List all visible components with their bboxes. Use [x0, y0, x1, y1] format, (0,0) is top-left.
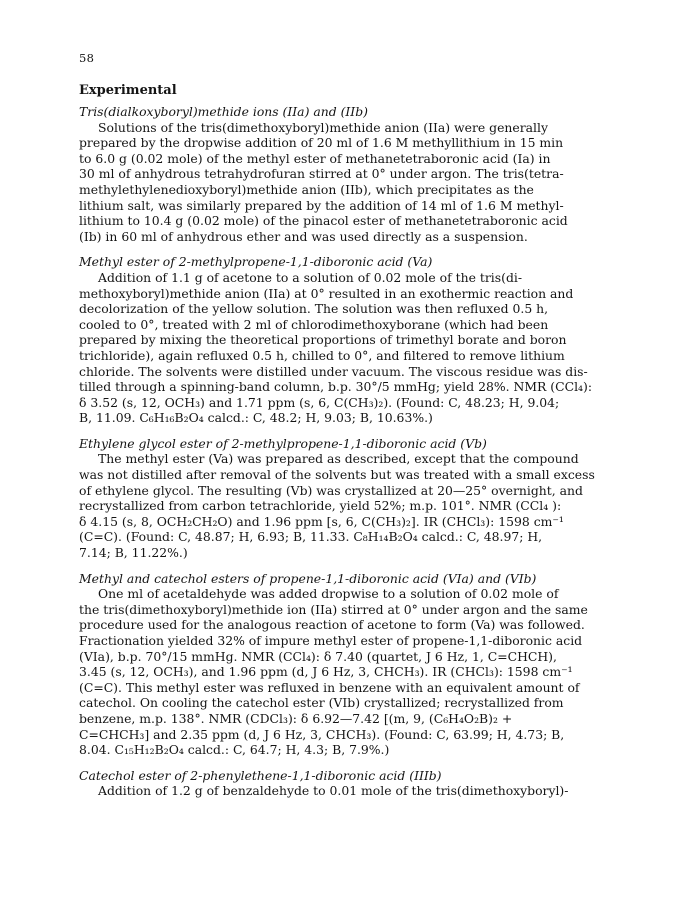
text-line: catechol. On cooling the catechol ester (VIb) crystallized; recrystallized from — [79, 695, 564, 711]
subsection-heading: Methyl ester of 2-methylpropene-1,1-diboronic acid (Va) — [79, 254, 433, 270]
text-line: C=CHCH₃] and 2.35 ppm (d, J 6 Hz, 3, CHCH₃). (Found: C, 63.99; H, 4.73; B, — [79, 726, 565, 742]
body-text — [79, 104, 619, 809]
text-line: B, 11.09. C₆H₁₆B₂O₄ calcd.: C, 48.2; H, 9.03; B, 10.63%.) — [79, 410, 433, 426]
subsection — [79, 104, 619, 244]
text-line: chloride. The solvents were distilled under vacuum. The viscous residue was dis- — [79, 363, 588, 379]
subsection — [79, 254, 619, 426]
text-line: Addition of 1.1 g of acetone to a solution of 0.02 mole of the tris(di- — [98, 269, 523, 285]
subsection-heading: Ethylene glycol ester of 2-methylpropene-1,1-diboronic acid (Vb) — [79, 435, 487, 451]
text-line: (C=C). (Found: C, 48.87; H, 6.93; B, 11.33. C₈H₁₄B₂O₄ calcd.: C, 48.97; H, — [79, 529, 543, 545]
text-line: recrystallized from carbon tetrachloride, yield 52%; m.p. 101°. NMR (CCl₄ ): — [79, 498, 562, 514]
text-line: δ 3.52 (s, 12, OCH₃) and 1.71 ppm (s, 6, C(CH₃)₂). (Found: C, 48.23; H, 9.04; — [79, 394, 560, 410]
text-line: 30 ml of anhydrous tetrahydrofuran stirred at 0° under argon. The tris(tetra- — [79, 166, 564, 182]
text-line: trichloride), again refluxed 0.5 h, chilled to 0°, and filtered to remove lithium — [79, 347, 565, 363]
text-line: Addition of 1.2 g of benzaldehyde to 0.01 mole of the tris(dimethoxyboryl)- — [98, 783, 569, 799]
text-line: δ 4.15 (s, 8, OCH₂CH₂O) and 1.96 ppm [s, 6, C(CH₃)₂]. IR (CHCl₃): 1598 cm⁻¹ — [79, 513, 564, 529]
subsection-heading: Catechol ester of 2-phenylethene-1,1-diboronic acid (IIIb) — [79, 767, 442, 783]
page-number: 58 — [79, 51, 95, 65]
text-line: Solutions of the tris(dimethoxyboryl)methide anion (IIa) were generally — [98, 119, 548, 135]
text-line: 8.04. C₁₅H₁₂B₂O₄ calcd.: C, 64.7; H, 4.3; B, 7.9%.) — [79, 742, 390, 758]
text-line: to 6.0 g (0.02 mole) of the methyl ester of methanetetraboronic acid (Ia) in — [79, 150, 551, 166]
text-line: lithium to 10.4 g (0.02 mole) of the pinacol ester of methanetetraboronic acid — [79, 213, 568, 229]
text-line: One ml of acetaldehyde was added dropwise to a solution of 0.02 mole of — [98, 586, 559, 602]
text-line: (VIa), b.p. 70°/15 mmHg. NMR (CCl₄): δ 7.40 (quartet, J 6 Hz, 1, C=CHCH), — [79, 648, 557, 664]
subsection — [79, 768, 619, 799]
text-line: The methyl ester (Va) was prepared as described, except that the compound — [98, 451, 579, 467]
text-line: was not distilled after removal of the solvents but was treated with a small excess — [79, 467, 595, 483]
text-line: methylethylenedioxyboryl)methide anion (IIb), which precipitates as the — [79, 181, 534, 197]
text-line: the tris(dimethoxyboryl)methide ion (IIa) stirred at 0° under argon and the same — [79, 601, 588, 617]
text-line: prepared by mixing the theoretical proportions of trimethyl borate and boron — [79, 332, 567, 348]
text-line: (C=C). This methyl ester was refluxed in benzene with an equivalent amount of — [79, 679, 580, 695]
text-line: prepared by the dropwise addition of 20 ml of 1.6 M methyllithium in 15 min — [79, 135, 564, 151]
text-line: of ethylene glycol. The resulting (Vb) was crystallized at 20—25° overnight, and — [79, 482, 583, 498]
text-line: (Ib) in 60 ml of anhydrous ether and was used directly as a suspension. — [79, 228, 528, 244]
subsection — [79, 436, 619, 561]
subsection-heading: Tris(dialkoxyboryl)methide ions (IIa) and (IIb) — [79, 104, 368, 119]
text-line: 7.14; B, 11.22%.) — [79, 545, 188, 561]
subsection — [79, 571, 619, 758]
text-line: cooled to 0°, treated with 2 ml of chlorodimethoxyborane (which had been — [79, 316, 549, 332]
text-line: decolorization of the yellow solution. The solution was then refluxed 0.5 h, — [79, 301, 549, 317]
text-line: 3.45 (s, 12, OCH₃), and 1.96 ppm (d, J 6 Hz, 3, CHCH₃). IR (CHCl₃): 1598 cm⁻¹ — [79, 664, 573, 680]
subsection-heading: Methyl and catechol esters of propene-1,1-diboronic acid (VIa) and (VIb) — [79, 570, 537, 586]
text-line: procedure used for the analogous reaction of acetone to form (Va) was followed. — [79, 617, 585, 633]
text-line: tilled through a spinning-band column, b.p. 30°/5 mmHg; yield 28%. NMR (CCl₄): — [79, 379, 593, 395]
section-title: Experimental — [79, 83, 177, 98]
text-line: lithium salt, was similarly prepared by the addition of 14 ml of 1.6 M methyl- — [79, 197, 564, 213]
text-line: methoxyboryl)methide anion (IIa) at 0° resulted in an exothermic reaction and — [79, 285, 574, 301]
text-line: benzene, m.p. 138°. NMR (CDCl₃): δ 6.92—7.42 [(m, 9, (C₆H₄O₂B)₂ + — [79, 710, 513, 726]
text-line: Fractionation yielded 32% of impure methyl ester of propene-1,1-diboronic acid — [79, 633, 583, 648]
